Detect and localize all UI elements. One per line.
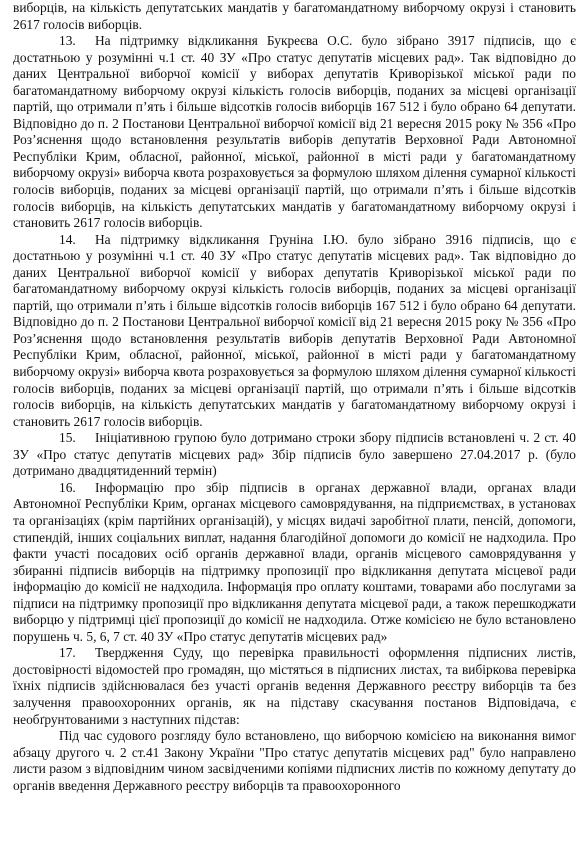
paragraph-number: 16. <box>59 479 76 495</box>
paragraph-text: Інформацію про збір підписів в органах державної влади, органах влади Автономної Республіки Крим, органах місцевого самоврядування, на підприємствах, в установах та організаціях (крім партійних організацій), у місцях видачі заробітної плати, пенсій, допомоги, стипендій, інших соціальних виплат, надання благодійної допомоги до комісії не надходила. Про факти участі посадових осіб органів державної влади, органів місцевого самоврядування у збиранні підписів виборців на підтримку пропозиції про відкликання депутата місцевої ради інформацію до комісії не надходила. Інформація про оплату коштами, товарами або послугами за підписи на підтримку пропозиції про відкликання депутата місцевої ради, а також перешкоджати виборцю у підтримці цієї пропозиції до комісії не надходила. Отже комісією не було встановлено порушень ч. 5, 6, 7 ст. 40 ЗУ «Про статус депутатів місцевих рад» <box>13 479 576 644</box>
paragraph-text: виборців, на кількість депутатських мандатів у багатомандатному виборчому окрузі і становить 2617 голосів виборців. <box>13 0 576 32</box>
paragraph-16 <box>13 480 576 645</box>
paragraph-text: На підтримку відкликання Груніна І.Ю. було зібрано 3916 підписів, що є достатньою у розумінні ч.1 ст. 40 ЗУ «Про статус депутатів місцевих рад». Так відповідно до даних Центральної виборчої комісії у виборах депутатів Криворізької міської ради по багатомандатному виборчому окрузі кількість голосів виборців, поданих за місцеві організації партій, що отримали п’ять і більше відсотків голосів виборців 167 512 і було обрано 64 депутати. Відповідно до п. 2 Постанови Центральної виборчої комісії від 21 вересня 2015 року № 356 «Про Роз’яснення щодо встановлення результатів виборів депутатів Верховної Ради Автономної Республіки Крим, обласної, районної, міської, районної в місті ради у багатомандатному виборчому окрузі» виборча квота розраховується за формулою шляхом ділення сумарної кількості голосів виборців, поданих за місцеві організації партій, що отримали п’ять і більше відсотків голосів виборців, на кількість депутатських мандатів у багатомандатному виборчому окрузі і становить 2617 голосів виборців. <box>13 231 576 429</box>
paragraph-number: 17. <box>59 645 76 661</box>
paragraph-text: Твердження Суду, що перевірка правильності оформлення підписних листів, достовірності відомостей про громадян, що містяться в підписних листах, та вибіркова перевірка їхніх підписів здійснювалася без участі органів ведення Державного реєстру виборців та без залучення правоохоронних органів, як на підставу скасування постанов Відповідача, є необґрунтованими з наступних підстав: <box>13 645 576 727</box>
paragraph-text: Під час судового розгляду було встановлено, що виборчою комісією на виконання вимог абзацу другого ч. 2 ст.41 Закону України "Про статус депутатів місцевих рад" було направлено листи разом з відповідним чином засвідченими копіями підписних листів по кожному депутату до органів введення Державного реєстру виборців та правоохоронного <box>13 728 576 793</box>
paragraph-13 <box>13 33 576 232</box>
paragraph-17-continuation <box>13 728 576 794</box>
paragraph-number: 13. <box>59 33 76 49</box>
paragraph-text: На підтримку відкликання Букреєва О.С. було зібрано 3917 підписів, що є достатньою у розумінні ч.1 ст. 40 ЗУ «Про статус депутатів місцевих рад». Так відповідно до даних Центральної виборчої комісії у виборах депутатів Криворізької міської ради по багатомандатному виборчому окрузі кількість голосів виборців, поданих за місцеві організації партій, що отримали п’ять і більше відсотків голосів виборців 167 512 і було обрано 64 депутати. Відповідно до п. 2 Постанови Центральної виборчої комісії від 21 вересня 2015 року № 356 «Про Роз’яснення щодо встановлення результатів виборів депутатів Верховної Ради Автономної Республіки Крим, обласної, районної, міської, районної в місті ради у багатомандатному виборчому окрузі» виборча квота розраховується за формулою шляхом ділення сумарної кількості голосів виборців, поданих за місцеві організації партій, що отримали п’ять і більше відсотків голосів виборців, на кількість депутатських мандатів у багатомандатному виборчому окрузі і становить 2617 голосів виборців. <box>13 33 576 231</box>
paragraph-number: 15. <box>59 430 76 446</box>
paragraph-number: 14. <box>59 231 76 247</box>
paragraph-text: Ініціативною групою було дотримано строки збору підписів встановлені ч. 2 ст. 40 ЗУ «Про статус депутатів місцевих рад» Збір підписів було завершено 27.04.2017 р. (було дотримано двадцятиденний термін) <box>13 430 576 479</box>
paragraph-15 <box>13 430 576 480</box>
paragraph-12-tail <box>13 0 576 33</box>
paragraph-17 <box>13 645 576 728</box>
paragraph-14 <box>13 232 576 431</box>
